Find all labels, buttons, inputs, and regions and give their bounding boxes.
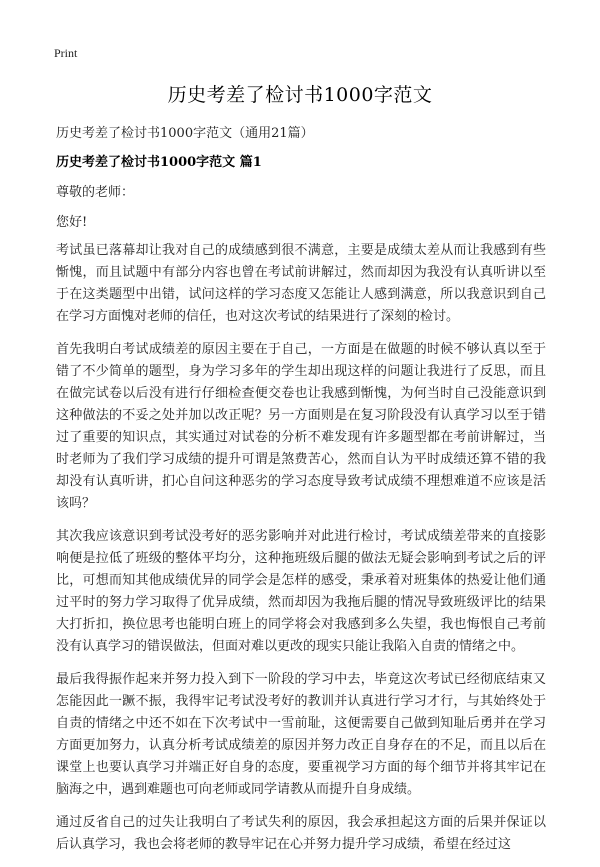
salutation: 尊敬的老师：: [56, 185, 135, 200]
document-subtitle: 历史考差了检讨书1000字范文（通用21篇）: [56, 126, 314, 141]
letter-body: [56, 240, 546, 867]
page-title: 历史考差了检讨书1000字范文: [167, 84, 433, 106]
paragraph: 首先我明白考试成绩差的原因主要在于自己，一方面是在做题的时候不够认真以至于错了不少简单的题型，身为学习多年的学生却出现这样的问题让我进行了反思，而且在做完试卷以后没有进行仔细检查便交卷也让我感到惭愧，为何当时自己没能意识到这种做法的不妥之处并加以改正呢？另一方面则是在复习阶段没有认真学习以至于错过了重要的知识点，其实通过对试卷的分析不难发现有许多题型都在考前讲解过，当时老师为了我们学习成绩的提升可谓是煞费苦心，然而自认为平时成绩还算不错的我却没有认真听讲，扪心自问这种恶劣的学习态度导致考试成绩不理想难道不应该是活该吗？: [56, 342, 546, 511]
paragraph: 通过反省自己的过失让我明白了考试失利的原因，我会承担起这方面的后果并保证以后认真学习，我也会将老师的教导牢记在心并努力提升学习成绩，希望在经过这: [56, 815, 546, 852]
greeting: 您好!: [56, 215, 88, 230]
section-heading: 历史考差了检讨书1000字范文 篇1: [56, 155, 262, 170]
print-label: Print: [54, 46, 78, 60]
paragraph: 考试虽已落幕却让我对自己的成绩感到很不满意，主要是成绩太差从而让我感到有些惭愧，而且试题中有部分内容也曾在考试前讲解过，然而却因为我没有认真听讲以至于在这类题型中出错，试问这样的学习态度又怎能让人感到满意，所以我意识到自己在学习方面愧对老师的信任，也对这次考试的结果进行了深刻的检讨。: [56, 243, 546, 324]
paragraph: 最后我得振作起来并努力投入到下一阶段的学习中去，毕竟这次考试已经彻底结束又怎能因此一蹶不振，我得牢记考试没考好的教训并认真进行学习才行，与其始终处于自责的情绪之中还不如在下次考试中一雪前耻，这便需要自己做到知耻后勇并在学习方面更加努力，认真分析考试成绩差的原因并努力改正自身存在的不足，而且以后在课堂上也要认真学习并端正好自身的态度，要重视学习方面的每个细节并将其牢记在脑海之中，遇到难题也可向老师或同学请教从而提升自身成绩。: [56, 672, 546, 797]
paragraph: 其次我应该意识到考试没考好的恶劣影响并对此进行检讨，考试成绩差带来的直接影响便是拉低了班级的整体平均分，这种拖班级后腿的做法无疑会影响到考试之后的评比，可想而知其他成绩优异的同学会是怎样的感受，秉承着对班集体的热爱让他们通过平时的努力学习取得了优异成绩，然而却因为我拖后腿的情况导致班级评比的结果大打折扣，换位思考也能明白班上的同学将会对我感到多么失望，我也悔恨自己考前没有认真学习的错误做法，但面对难以更改的现实只能让我陷入自责的情绪之中。: [56, 529, 546, 654]
